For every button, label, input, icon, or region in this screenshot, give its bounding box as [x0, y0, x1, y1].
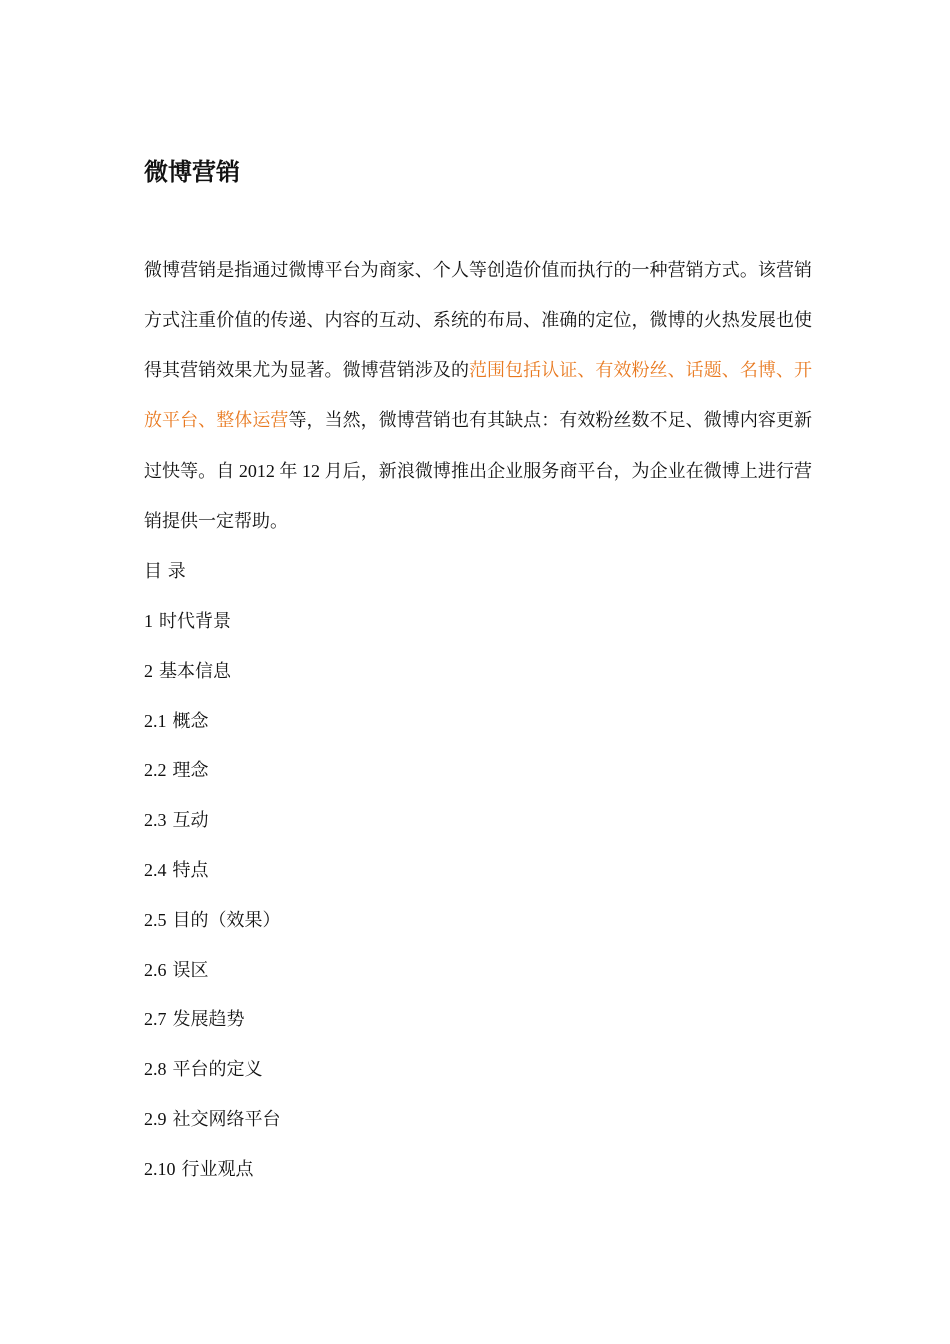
- toc-item[interactable]: [144, 746, 812, 796]
- toc-item-number: 2.6: [144, 959, 167, 980]
- toc-item-label: 特点: [172, 859, 209, 881]
- toc-item-number: 2: [144, 660, 153, 681]
- toc-item-number: 2.10: [144, 1158, 176, 1179]
- table-of-contents: [144, 597, 812, 1195]
- intro-text-2: 等，当然，微博营销也有其缺点：有效粉丝数不足、微博内容更新过快等。自: [144, 410, 813, 482]
- intro-text-3: 年: [279, 461, 298, 482]
- toc-item-number: 2.4: [144, 859, 167, 880]
- toc-item[interactable]: [144, 1045, 812, 1095]
- page-title: 微博营销: [144, 158, 240, 186]
- toc-item[interactable]: [144, 796, 812, 846]
- toc-item-label: 平台的定义: [172, 1059, 263, 1081]
- intro-text-4: 月后，新浪微博推出企业服务商平台，为企业在微博上进行营销提供一定帮助。: [144, 461, 813, 532]
- toc-item-label: 目的（效果）: [172, 909, 281, 931]
- toc-item-label: 互动: [172, 810, 209, 832]
- toc-item-number: 2.5: [144, 909, 167, 930]
- intro-year: 2012: [234, 461, 280, 481]
- document-page: [144, 150, 812, 1195]
- toc-item[interactable]: [144, 1095, 812, 1145]
- toc-item[interactable]: [144, 846, 812, 896]
- toc-heading: 目 录: [144, 561, 186, 582]
- toc-item[interactable]: [144, 647, 812, 697]
- toc-item-number: 2.3: [144, 810, 167, 831]
- toc-item-label: 社交网络平台: [172, 1108, 281, 1130]
- toc-item-number: 2.9: [144, 1108, 167, 1129]
- toc-item-label: 误区: [172, 959, 209, 981]
- toc-item-label: 行业观点: [181, 1158, 254, 1180]
- toc-item-label: 概念: [172, 710, 209, 732]
- toc-item-number: 2.2: [144, 760, 167, 781]
- toc-item-number: 2.7: [144, 1009, 167, 1030]
- toc-item-label: 理念: [172, 760, 209, 782]
- toc-item-number: 1: [144, 611, 153, 631]
- toc-item[interactable]: [144, 697, 812, 747]
- toc-item[interactable]: [144, 995, 812, 1045]
- toc-item[interactable]: [144, 1145, 812, 1195]
- toc-item-label: 时代背景: [159, 611, 231, 632]
- toc-item[interactable]: [144, 597, 812, 647]
- toc-item-label: 发展趋势: [172, 1009, 245, 1031]
- toc-item[interactable]: [144, 946, 812, 996]
- intro-paragraph: [144, 246, 812, 547]
- toc-item-label: 基本信息: [159, 660, 231, 682]
- toc-item-number: 2.8: [144, 1059, 167, 1080]
- intro-text-1: 微博营销是指通过微博平台为商家、个人等创造价值而执行的一种营销方式。该营销方式注重价值的传递、内容的互动、系统的布局、准确的定位，微博的火热发展也使得其营销效果尤为显著。微博营销涉及的: [144, 260, 812, 381]
- intro-month: 12: [297, 461, 325, 481]
- scope-link[interactable]: 范围包括认证、有效粉丝、话题、名博、开放平台、整体运营: [144, 360, 812, 431]
- toc-item[interactable]: [144, 896, 812, 946]
- toc-item-number: 2.1: [144, 710, 167, 731]
